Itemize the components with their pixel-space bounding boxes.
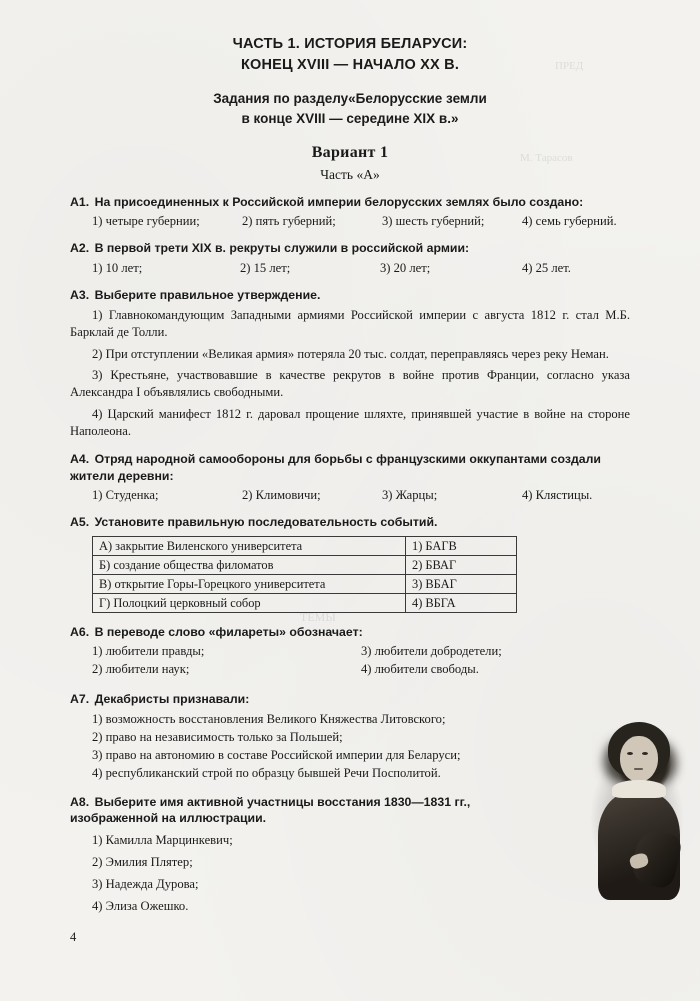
- question-a2-heading: [70, 240, 630, 256]
- option[interactable]: 4) Царский манифест 1812 г. даровал прощение шляхте, принявшей участие в войне на стороне Наполеона.: [70, 406, 630, 439]
- table-row: [93, 537, 517, 556]
- table-cell[interactable]: Б) создание общества филоматов: [93, 556, 406, 575]
- question-a4-number: А4.: [70, 452, 90, 467]
- question-a6-heading: [70, 624, 630, 640]
- option[interactable]: 2) Эмилия Плятер;: [92, 854, 193, 869]
- option[interactable]: 3) любители добродетели;: [361, 644, 502, 659]
- table-cell[interactable]: 2) БВАГ: [406, 556, 517, 575]
- question-a8-options: [70, 833, 630, 914]
- option[interactable]: 4) Клястицы.: [522, 487, 593, 502]
- question-a1-heading: [70, 194, 630, 210]
- question-a5-number: А5.: [70, 514, 90, 529]
- question-a2-number: А2.: [70, 241, 90, 256]
- option[interactable]: 4) любители свободы.: [361, 662, 479, 677]
- question-a7: [70, 691, 630, 780]
- table-cell[interactable]: Г) Полоцкий церковный собор: [93, 594, 406, 613]
- option[interactable]: 1) возможность восстановления Великого Княжества Литовского;: [92, 711, 446, 726]
- question-a4-text: Отряд народной самообороны для борьбы с французскими оккупантами создали жители деревни:: [70, 452, 601, 483]
- option[interactable]: 1) Главнокомандующим Западными армиями Российской империи с августа 1812 г. стал М.Б. Барклай де Толли.: [70, 307, 630, 340]
- table-cell[interactable]: 3) ВБАГ: [406, 575, 517, 594]
- option[interactable]: 1) Студенка;: [92, 487, 159, 502]
- question-a5: [70, 514, 630, 613]
- question-a4: [70, 451, 630, 502]
- table-row: [93, 575, 517, 594]
- option[interactable]: 1) 10 лет;: [92, 260, 143, 275]
- part-heading: Часть «А»: [320, 167, 380, 183]
- option[interactable]: 2) Климовичи;: [242, 487, 321, 502]
- question-a3-heading: [70, 287, 630, 303]
- ghost-text-3: ТЕМЫ: [300, 610, 336, 624]
- subtitle-line-2: в конце XVIII — середине XIX в.»: [241, 110, 459, 126]
- option[interactable]: 4) семь губерний.: [522, 214, 617, 229]
- question-a7-text: Декабристы признавали:: [94, 692, 250, 707]
- question-a8-number: А8.: [70, 794, 90, 809]
- option[interactable]: 4) Элиза Ожешко.: [92, 898, 189, 913]
- page-number: 4: [70, 930, 77, 944]
- option[interactable]: 1) Камилла Марцинкевич;: [92, 832, 233, 847]
- document-content: [70, 34, 630, 917]
- question-a5-match-table: [92, 536, 517, 613]
- question-a2-options: [70, 261, 630, 276]
- question-a5-heading: [70, 514, 630, 530]
- table-row: [93, 556, 517, 575]
- option[interactable]: 3) шесть губерний;: [382, 214, 485, 229]
- table-cell[interactable]: 1) БАГВ: [406, 537, 517, 556]
- question-a7-number: А7.: [70, 692, 90, 707]
- table-cell[interactable]: 4) ВБГА: [406, 594, 517, 613]
- option[interactable]: 4) республиканский строй по образцу бывшей Речи Посполитой.: [92, 765, 441, 780]
- table-cell[interactable]: В) открытие Горы-Горецкого университета: [93, 575, 406, 594]
- option[interactable]: 2) При отступлении «Великая армия» потеряла 20 тыс. солдат, переправляясь через реку Неман.: [92, 346, 609, 361]
- question-a1: [70, 194, 630, 229]
- question-a6-text: В переводе слово «филареты» обозначает:: [94, 625, 363, 640]
- option[interactable]: 2) 15 лет;: [240, 260, 291, 275]
- question-a3-number: А3.: [70, 287, 90, 302]
- title-line-2: КОНЕЦ XVIII — НАЧАЛО XX В.: [240, 57, 460, 74]
- question-a6-options: [70, 644, 630, 680]
- question-a6-number: А6.: [70, 625, 90, 640]
- option[interactable]: 1) любители правды;: [92, 644, 205, 659]
- option[interactable]: 3) Надежда Дурова;: [92, 876, 199, 891]
- question-a3: [70, 287, 630, 441]
- ghost-text-2: М. Тарасов: [520, 152, 573, 164]
- question-a8-heading: [70, 794, 500, 826]
- question-a1-text: На присоединенных к Российской империи белорусских землях было создано:: [94, 195, 584, 210]
- option[interactable]: 3) право на автономию в составе Российской империи для Беларуси;: [92, 747, 461, 762]
- question-a1-options: [70, 214, 630, 229]
- portrait-image: [578, 714, 696, 904]
- option[interactable]: 2) пять губерний;: [242, 214, 336, 229]
- question-a1-number: А1.: [70, 195, 90, 210]
- question-a8: [70, 794, 630, 914]
- question-a2: [70, 240, 630, 275]
- title-line-1: ЧАСТЬ 1. ИСТОРИЯ БЕЛАРУСИ:: [232, 36, 468, 52]
- option[interactable]: 3) Жарцы;: [382, 487, 438, 502]
- table-row: [93, 594, 517, 613]
- question-a7-heading: [70, 691, 630, 707]
- document-title-block: [70, 34, 630, 128]
- ghost-text-1: ПРЕД: [555, 60, 584, 72]
- option[interactable]: 4) 25 лет.: [522, 260, 571, 275]
- variant-heading: Вариант 1: [311, 144, 389, 162]
- portrait-illustration: [578, 714, 696, 904]
- option[interactable]: 1) четыре губернии;: [92, 214, 200, 229]
- option[interactable]: 2) любители наук;: [92, 662, 190, 677]
- question-a4-heading: [70, 451, 630, 483]
- option[interactable]: 3) Крестьяне, участвовавшие в качестве рекрутов в войне против Франции, согласно указа Александра I объявлялись свободными.: [70, 367, 630, 400]
- question-a3-text: Выберите правильное утверждение.: [94, 287, 321, 302]
- question-a8-text: Выберите имя активной участницы восстания 1830—1831 гг., изображенной на иллюстрации.: [70, 794, 471, 825]
- subtitle-line-1: Задания по разделу«Белорусские земли: [213, 91, 487, 107]
- question-a4-options: [70, 488, 630, 503]
- question-a7-options: [70, 712, 630, 781]
- question-a2-text: В первой трети XIX в. рекруты служили в российской армии:: [94, 241, 470, 256]
- option[interactable]: 3) 20 лет;: [380, 260, 431, 275]
- question-a6: [70, 624, 630, 680]
- question-a5-text: Установите правильную последовательность событий.: [94, 514, 438, 529]
- table-cell[interactable]: А) закрытие Виленского университета: [93, 537, 406, 556]
- option[interactable]: 2) право на независимость только за Польшей;: [92, 729, 343, 744]
